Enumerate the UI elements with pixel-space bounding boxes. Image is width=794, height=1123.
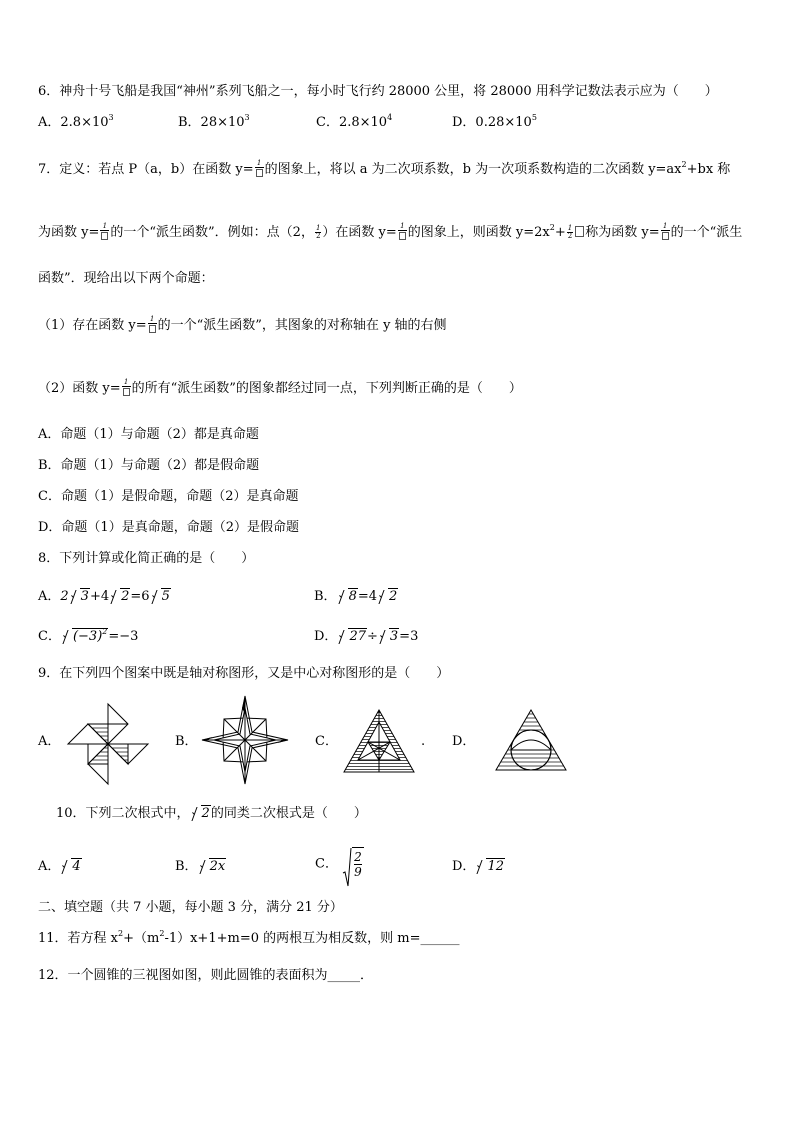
- q11-stem: 11．若方程 $x^2+(m^2-1)x+1+m=0$ 的两根互为相反数，则 m=______: [38, 929, 460, 946]
- radical-sign: [342, 847, 352, 887]
- pinwheel-figure: [66, 702, 150, 786]
- q7-line-2: 为函数 y= 1 的一个“派生函数”．例如：点（2， $\frac{1}{2}$ ）在函数 y= 1 的图象上，则函数 $y=2x^2+$ $\frac{1}{2}$ 称为函数 y= 1 的一个“派生: [38, 222, 743, 240]
- q10-option-a: A． 4: [38, 859, 81, 874]
- fraction: 1: [255, 160, 264, 179]
- q6-option-d: D．$0.28\times 10^5$: [452, 113, 537, 130]
- q6-option-c: C．$2.8\times 10^4$: [316, 113, 393, 130]
- q9-stem: 9．在下列四个图案中既是轴对称图形，又是中心对称图形的是（ ）: [38, 666, 450, 681]
- q7-option-a: A．命题（1）与命题（2）都是真命题: [38, 427, 259, 442]
- q9-option-c-label: C．: [315, 734, 338, 749]
- q9-option-a-label: A．: [38, 734, 61, 749]
- section-2-heading: 二、填空题（共 7 小题，每小题 3 分，满分 21 分）: [38, 900, 343, 915]
- q9-option-c-dot: .: [421, 734, 426, 749]
- q8-option-a: A．2 3+4 2=6 5: [38, 589, 170, 604]
- q8-option-d: D． 27÷ 3=3: [314, 629, 419, 644]
- q10-option-d: D． 12: [452, 859, 504, 874]
- triangle-pattern-figure: [342, 708, 416, 774]
- q10-option-b: B． 2x: [175, 859, 226, 874]
- q6-stem: 6．神舟十号飞船是我国“神州”系列飞船之一，每小时飞行约 28000 公里，将 28000 用科学记数法表示应为（ ）: [38, 84, 718, 99]
- q7-line-1: 7．定义：若点 P（a，b）在函数 y= 1 的图象上，将以 a 为二次项系数，b 为一次项系数构造的二次函数 $y=ax^2+bx$ 称: [38, 159, 731, 177]
- q7-option-c: C．命题（1）是假命题，命题（2）是真命题: [38, 489, 299, 504]
- q10-option-c: C． $\frac{2}{9}$: [315, 847, 364, 882]
- triangle-circle-figure: [494, 708, 568, 772]
- q6-option-b: B．$28\times 10^3$: [178, 113, 250, 130]
- q10-stem: 10．下列二次根式中， 2的同类二次根式是（ ）: [56, 806, 367, 821]
- q9-option-b-label: B．: [175, 734, 198, 749]
- compass-star-figure: [200, 694, 290, 786]
- q12-stem: 12．一个圆锥的三视图如图，则此圆锥的表面积为_____．: [38, 968, 374, 983]
- q8-option-c: C． $(-3)^2=-3$: [38, 627, 139, 644]
- q8-stem: 8．下列计算或化简正确的是（ ）: [38, 551, 255, 566]
- q8-option-b: B． 8=4 2: [314, 589, 398, 604]
- q7-statement-2: （2）函数 y= 1 的所有“派生函数”的图象都经过同一点，下列判断正确的是（ ）: [38, 378, 522, 396]
- q9-option-d-label: D．: [452, 734, 476, 749]
- q7-option-d: D．命题（1）是真命题，命题（2）是假命题: [38, 520, 299, 535]
- q7-line-3: 函数”．现给出以下两个命题：: [38, 271, 214, 286]
- q7-statement-1: （1）存在函数 y= 1 的一个“派生函数”，其图象的对称轴在 y 轴的右侧: [38, 315, 447, 333]
- q6-option-a: A．$2.8\times 10^3$: [38, 113, 114, 130]
- q7-option-b: B．命题（1）与命题（2）都是假命题: [38, 458, 260, 473]
